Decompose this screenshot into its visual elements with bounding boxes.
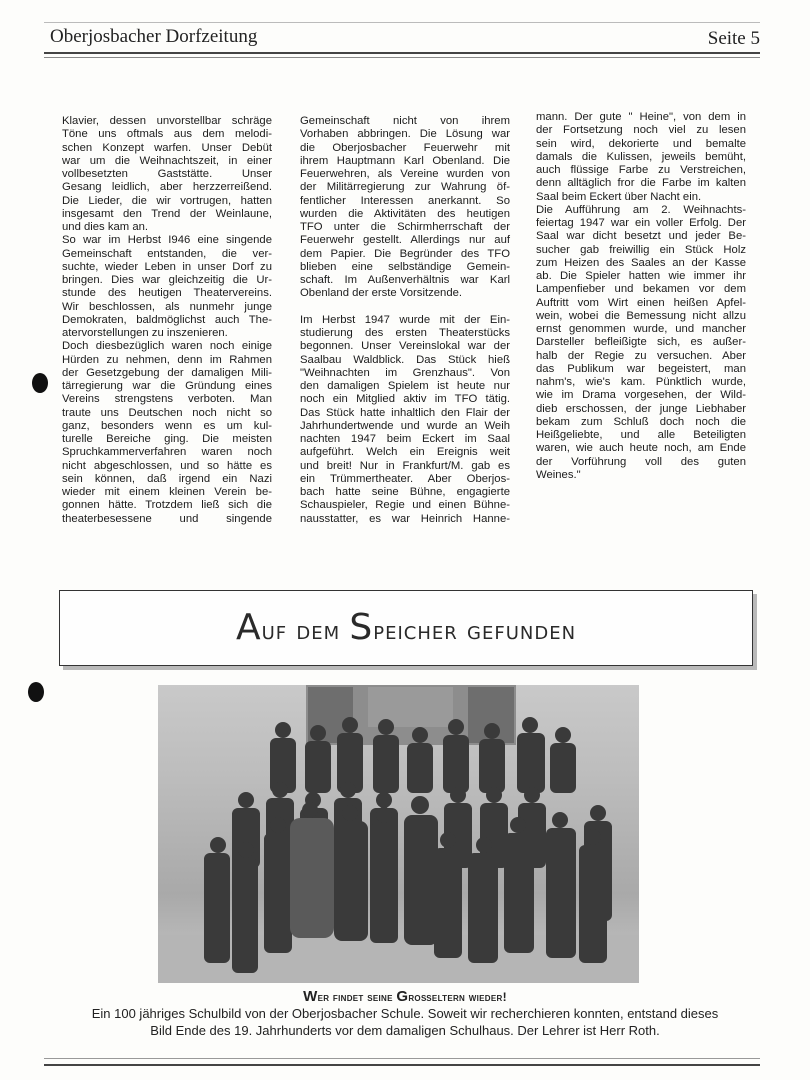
text-line: der Militärregierung zur Wahrung öf-: [300, 181, 510, 194]
text-line: denn alltäglich fror die Farbe im kalten: [536, 177, 746, 190]
title-text: uf dem: [261, 616, 350, 646]
text-line: war um die Weihnachtszeit, in einer: [62, 154, 272, 167]
text-line: Saal war dicht besetzt und jeder Be-: [536, 230, 746, 243]
text-line: Die Lieder, die wir vortrugen, hatten: [62, 194, 272, 207]
text-line: ihrem Hauptmann Karl Obenland. Die: [300, 154, 510, 167]
text-line: dieb erschossen, der junge Liebhaber: [536, 402, 746, 415]
text-line: vollbesetzten Gaststätte. Unser: [62, 168, 272, 180]
text-line: Vorhaben abbringen. Die Lösung war: [300, 128, 510, 141]
text-line: "Weihnachten im Grenzhaus". Von: [300, 366, 510, 379]
header-rule-thin: [44, 57, 760, 58]
text-line: studierung des ersten Theaterstücks: [300, 327, 510, 339]
paragraph: [300, 314, 510, 526]
footer-rule: [44, 1064, 760, 1066]
text-line: nausstatter, es war Heinrich Hanne-: [300, 512, 510, 525]
text-line: Töne uns oftmals aus dem melodi-: [62, 128, 272, 141]
text-line: bach hatte seine Bühne, engagierte: [300, 486, 510, 498]
text-line: Hürden zu nehmen, denn im Rahmen: [62, 353, 272, 366]
text-line: Auftritt vom Wirt einen heißen Apfel-: [536, 296, 746, 309]
text-line: wein, wobei die Bemessung nicht allzu: [536, 309, 746, 322]
text-line: ernst genommen wurde, und mancher: [536, 323, 746, 335]
text-line: Gemeinschaft entstanden, die ver-: [62, 247, 272, 260]
punch-hole-mark: [28, 682, 44, 702]
text-line: Feuerwehren, als Vereine wurden von: [300, 168, 510, 180]
title-initial: A: [235, 607, 262, 648]
paragraph: [62, 234, 272, 340]
publication-name: Oberjosbacher Dorfzeitung: [50, 26, 258, 47]
caption-title-text: er findet seine: [317, 990, 397, 1004]
photo-illustration: [158, 685, 639, 983]
text-line: dem Papier. Die Begründer des TFO: [300, 247, 510, 260]
page-header: [48, 26, 760, 50]
text-line: traute uns Deutschen noch nicht so: [62, 406, 272, 419]
photo-caption: [60, 1006, 750, 1039]
text-line: stunde des heutigen Theatervereins.: [62, 287, 272, 300]
text-line: sucher gab freiwillig ein Stück Holz: [536, 243, 746, 256]
text-line: sein können, daß irgend ein Nazi: [62, 472, 272, 485]
text-line: der Gesetzgebung der damaligen Mili-: [62, 366, 272, 379]
paragraph: [536, 204, 746, 482]
text-line: und dies kam an.: [62, 221, 149, 233]
text-line: theaterbesessene und singende: [62, 512, 272, 525]
caption-initial: G: [396, 988, 409, 1005]
article-column-2: [300, 115, 510, 526]
text-line: ein Trümmertheater. Aber Oberjos-: [300, 472, 510, 485]
text-line: Feuerwehr gestellt. Allerdings nur auf: [300, 234, 510, 247]
text-line: Doch diesbezüglich waren noch einige: [62, 340, 272, 353]
text-line: Vereins strengstens verboten. Man: [62, 393, 272, 406]
article-column-1: [62, 115, 272, 526]
text-line: Die Aufführung am 2. Weihnachts-: [536, 203, 746, 216]
caption-line: Ein 100 jähriges Schulbild von der Oberjosbacher Schule. Soweit wir recherchieren konnten, entstand dieses: [91, 1006, 719, 1021]
text-line: Saal beim Eckert über Nacht ein.: [536, 190, 702, 203]
title-initial: S: [349, 607, 374, 648]
punch-hole-mark: [32, 373, 48, 393]
text-line: TFO unter die Schirmherrschaft der: [300, 221, 510, 233]
text-line: begonnen. Unser Vereinslokal war der: [300, 340, 510, 353]
text-line: halb der Regie zu versuchen. Aber: [536, 349, 746, 362]
text-line: Im Herbst 1947 wurde mit der Ein-: [300, 313, 510, 326]
top-rule: [44, 22, 760, 23]
text-line: ab. Die Spieler hatten wie immer ihr: [536, 270, 746, 282]
text-line: wurden die Aktivitäten des heutigen: [300, 207, 510, 220]
text-line: Jahrhundertwende und wurde an Weih: [300, 419, 510, 432]
text-line: die Oberjosbacher Feuerwehr mit: [300, 141, 510, 154]
text-line: blieben eine selbständige Gemein-: [300, 260, 510, 273]
text-line: feiertag 1947 war ein voller Erfolg. Der: [536, 217, 746, 229]
text-line: Spruchkammerverfahren waren noch: [62, 446, 272, 459]
text-line: insgesamt den Trend der Weinlaune,: [62, 207, 272, 220]
text-line: tärregierung war die Gründung eines: [62, 380, 272, 392]
text-line: Saalbau Waldblick. Das Stück hieß: [300, 353, 510, 366]
text-line: das Publikum war begeistert, man: [536, 362, 746, 375]
text-line: bekam zum Schluß doch noch die: [536, 415, 746, 428]
text-line: nachten 1947 beim Eckert im Saal: [300, 433, 510, 445]
article-column-3: [536, 111, 746, 482]
text-line: noch ein Mitglied aktiv im TFO tätig.: [300, 393, 510, 406]
text-line: nicht abgeschlossen, und so hätte es: [62, 459, 272, 472]
text-line: aufgeführt. Welch ein Ereignis weit: [300, 446, 510, 459]
text-line: Das Stück hatte inhaltlich den Flair der: [300, 406, 510, 419]
text-line: turelle Bereiche ging. Die meisten: [62, 433, 272, 445]
text-line: Schauspieler, Regie und einen Bühne-: [300, 499, 510, 512]
text-line: Obenland der erste Vorsitzende.: [300, 287, 463, 300]
text-line: zum Heizen des Saales an der Kasse: [536, 256, 746, 269]
header-rule: [44, 52, 760, 54]
caption-initial: W: [303, 988, 318, 1005]
text-line: waren, wie auch heute noch, am Ende: [536, 442, 746, 455]
text-line: ganz, besonders wenn es um kul-: [62, 419, 272, 432]
page-number: Seite 5: [707, 28, 760, 49]
text-line: mann. Der gute " Heine", von dem in: [536, 111, 746, 123]
text-line: Gemeinschaft nicht von ihrem: [300, 115, 510, 127]
text-line: Wir beschlossen, als nunmehr junge: [62, 300, 272, 313]
text-line: Lampenfieber und bekamen vor dem: [536, 283, 746, 296]
text-line: sein wird, dekorierte und bemalte: [536, 137, 746, 150]
text-line: nahm's, wie's kam. Pünktlich wurde,: [536, 376, 746, 388]
paragraph: [536, 111, 746, 204]
text-line: So war im Herbst I946 eine singende: [62, 234, 272, 247]
footer-rule-thin: [44, 1058, 760, 1059]
text-line: suchte, wieder Leben in unser Dorf zu: [62, 260, 272, 273]
text-line: Darsteller befleißigte sich, es außer-: [536, 336, 746, 349]
text-line: wieder mit einem kleinen Verein be-: [62, 486, 272, 498]
photo-caption-title: [0, 988, 810, 1005]
school-class-photo: [158, 685, 639, 983]
section-banner: [59, 590, 753, 666]
text-line: bringen. Dies war gleichzeitig die Ur-: [62, 274, 272, 286]
text-line: Heißgeliebte, und alle Beteiligten: [536, 429, 746, 441]
text-line: schaft. Im Außenverhältnis war Karl: [300, 274, 510, 286]
paragraph: [300, 115, 510, 301]
caption-title-text: roßeltern wieder!: [408, 990, 507, 1004]
text-line: auch flüssige Farbe zu Verstreichen,: [536, 164, 746, 176]
text-line: Klavier, dessen unvorstellbar schräge: [62, 115, 272, 127]
section-title: [60, 591, 752, 668]
paragraph: [62, 115, 272, 234]
text-line: gonnen hätte. Trotzdem ließ sich die: [62, 499, 272, 512]
title-text: peicher gefunden: [373, 616, 577, 646]
text-line: Weines.": [536, 468, 581, 481]
text-line: wie im Drama vorgesehen, der Wild-: [536, 389, 746, 402]
text-line: der Vorführung voll des guten: [536, 455, 746, 468]
text-line: damals die Kulissen, jeweils bemüht,: [536, 150, 746, 163]
text-line: und breit! Nur in Frankfurt/M. gab es: [300, 459, 510, 472]
text-line: atervorstellungen zu inszenieren.: [62, 327, 228, 339]
paragraph-gap: [300, 301, 510, 314]
text-line: der Fortsetzung noch viel zu lesen: [536, 124, 746, 137]
paragraph: [62, 340, 272, 526]
caption-line: Bild Ende des 19. Jahrhunderts vor dem damaligen Schulhaus. Der Lehrer ist Herr Roth.: [150, 1022, 660, 1038]
text-line: Gesang leidlich, aber herzzerreißend.: [62, 181, 272, 194]
text-line: fentlicher Interessen anerkannt. So: [300, 194, 510, 207]
text-line: schen Konzept warfen. Unser Debüt: [62, 141, 272, 154]
text-line: den damaligen Spielem ist heute nur: [300, 380, 510, 392]
text-line: Demokraten, baldmöglichst auch The-: [62, 313, 272, 326]
